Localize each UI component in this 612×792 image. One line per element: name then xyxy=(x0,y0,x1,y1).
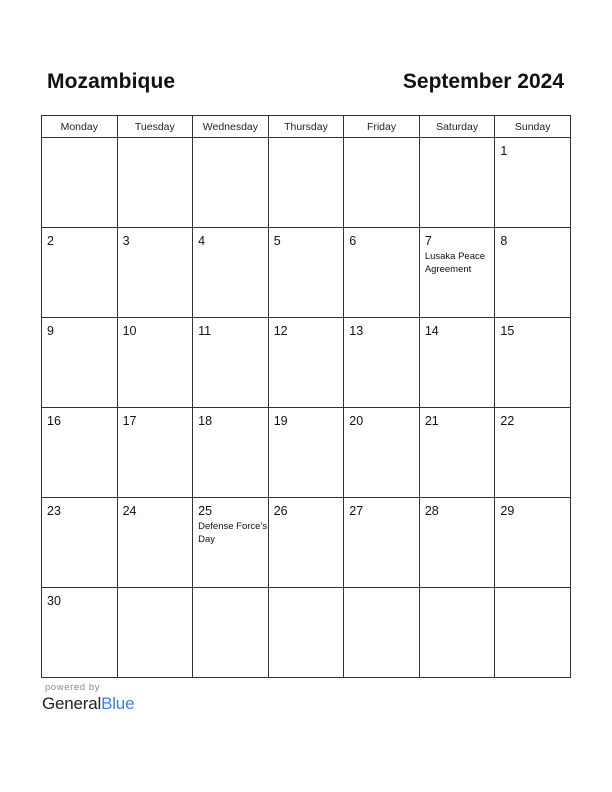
week-row xyxy=(42,408,571,498)
day-cell xyxy=(42,318,118,408)
day-cell xyxy=(42,588,118,678)
day-cell xyxy=(268,318,344,408)
day-number: 15 xyxy=(500,324,515,338)
day-number: 1 xyxy=(500,144,508,158)
day-cell xyxy=(419,408,495,498)
weekday-header: Saturday xyxy=(419,116,495,138)
weekday-header: Monday xyxy=(42,116,118,138)
day-number: 27 xyxy=(349,504,364,518)
empty-day-cell xyxy=(42,138,118,228)
day-number: 10 xyxy=(122,324,137,338)
day-cell xyxy=(268,228,344,318)
day-cell xyxy=(42,498,118,588)
day-cell xyxy=(193,318,269,408)
day-number: 3 xyxy=(122,234,130,248)
day-cell xyxy=(495,228,571,318)
day-number: 8 xyxy=(500,234,508,248)
weekday-header: Sunday xyxy=(495,116,571,138)
day-number: 29 xyxy=(500,504,515,518)
day-number: 16 xyxy=(47,414,61,428)
day-cell xyxy=(344,498,420,588)
week-row xyxy=(42,498,571,588)
day-number: 26 xyxy=(273,504,288,518)
day-number: 12 xyxy=(273,324,288,338)
week-row xyxy=(42,228,571,318)
day-number: 24 xyxy=(122,504,137,518)
day-cell xyxy=(419,228,495,318)
powered-by-text: powered by xyxy=(45,682,101,693)
day-cell xyxy=(42,408,118,498)
day-number: 2 xyxy=(47,234,54,248)
day-cell xyxy=(495,498,571,588)
empty-day-cell xyxy=(117,588,193,678)
day-cell xyxy=(117,498,193,588)
empty-day-cell xyxy=(268,138,344,228)
calendar-grid xyxy=(41,115,571,678)
holiday-label: Lusaka Peace Agreement xyxy=(424,251,486,275)
brand-logo-part-general: General xyxy=(42,694,102,713)
day-number: 21 xyxy=(424,414,439,428)
day-cell xyxy=(268,408,344,498)
day-number: 13 xyxy=(349,324,364,338)
day-number: 9 xyxy=(47,324,54,338)
week-row xyxy=(42,588,571,678)
day-cell xyxy=(344,318,420,408)
day-number: 7 xyxy=(424,234,432,248)
day-number: 23 xyxy=(47,504,61,518)
day-cell xyxy=(117,408,193,498)
day-cell xyxy=(344,408,420,498)
weekday-header: Wednesday xyxy=(193,116,269,138)
holiday-label: Defense Force’s Day xyxy=(198,521,268,545)
day-cell xyxy=(344,228,420,318)
day-number: 4 xyxy=(198,234,206,248)
calendar-body xyxy=(42,138,571,678)
day-number: 18 xyxy=(198,414,213,428)
day-cell xyxy=(419,498,495,588)
weekday-header: Thursday xyxy=(268,116,344,138)
day-cell xyxy=(193,228,269,318)
empty-day-cell xyxy=(193,138,269,228)
day-number: 11 xyxy=(198,324,212,338)
weekday-header: Friday xyxy=(344,116,420,138)
day-number: 30 xyxy=(47,594,61,608)
empty-day-cell xyxy=(268,588,344,678)
brand-logo xyxy=(42,694,134,714)
day-number: 19 xyxy=(273,414,288,428)
day-cell xyxy=(42,228,118,318)
day-cell xyxy=(495,408,571,498)
month-year-title: September 2024 xyxy=(402,70,564,93)
day-cell xyxy=(193,408,269,498)
day-number: 22 xyxy=(500,414,515,428)
day-number: 28 xyxy=(424,504,439,518)
day-number: 17 xyxy=(122,414,137,428)
weekday-header-row xyxy=(42,116,571,138)
empty-day-cell xyxy=(193,588,269,678)
empty-day-cell xyxy=(117,138,193,228)
week-row xyxy=(42,318,571,408)
empty-day-cell xyxy=(419,138,495,228)
day-cell xyxy=(193,498,269,588)
empty-day-cell xyxy=(419,588,495,678)
week-row xyxy=(42,138,571,228)
day-number: 6 xyxy=(349,234,357,248)
country-title: Mozambique xyxy=(47,70,176,93)
brand-logo-part-blue: Blue xyxy=(101,694,135,713)
day-cell xyxy=(419,318,495,408)
day-cell xyxy=(495,138,571,228)
day-cell xyxy=(117,228,193,318)
day-cell xyxy=(495,318,571,408)
empty-day-cell xyxy=(344,588,420,678)
weekday-header: Tuesday xyxy=(117,116,193,138)
day-number: 14 xyxy=(424,324,439,338)
day-number: 25 xyxy=(198,504,213,518)
day-number: 5 xyxy=(273,234,281,248)
empty-day-cell xyxy=(344,138,420,228)
day-cell xyxy=(268,498,344,588)
day-cell xyxy=(117,318,193,408)
day-number: 20 xyxy=(349,414,364,428)
empty-day-cell xyxy=(495,588,571,678)
